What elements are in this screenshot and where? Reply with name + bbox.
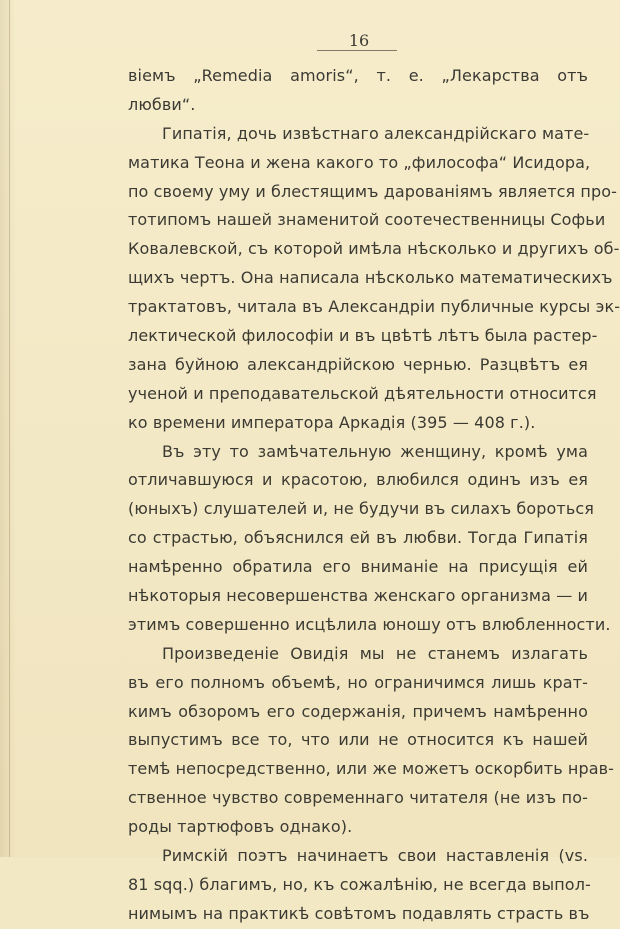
text-line: тотипомъ нашей знаменитой соотечественницы Софьи [128,210,606,230]
text-line: отличавшуюся и красотою, влюбился одинъ изъ ея [128,470,588,490]
text-line: Гипатія, дочь извѣстнаго александрійскаго мате- [162,123,590,143]
body-text [128,62,620,929]
text-line: со страстью, объяснился ей въ любви. Тогда Гипатія [128,528,588,548]
text-line: 81 sqq.) благимъ, но, къ сожалѣнію, не всегда выпол- [128,874,591,894]
page-binding-edge [9,0,10,857]
text-line: Римскій поэтъ начинаетъ свои наставленія (vs. [162,846,588,866]
text-line: лектической философіи и въ цвѣтѣ лѣтъ была растер- [128,326,598,346]
text-line: темѣ непосредственно, или же можетъ оскорбить нрав- [128,759,615,779]
text-line: віемъ „Remedia amoris“, т. е. „Лекарства отъ [128,66,588,85]
text-line: Въ эту то замѣчательную женщину, кромѣ ума [162,441,588,461]
text-line: по своему уму и блестящимъ дарованіямъ является про- [128,181,618,201]
text-line: этимъ совершенно исцѣлила юношу отъ влюбленности. [128,614,611,634]
header-rule [317,50,397,51]
text-line: щихъ чертъ. Она написала нѣсколько математическихъ [128,268,613,288]
text-line: ученой и преподавательской дѣятельности относится [128,383,597,403]
text-line: намѣренно обратила его вниманіе на присущія ей [128,557,588,577]
page-number: 16 [348,31,370,50]
text-line: кимъ обзоромъ его содержанія, причемъ намѣренно [128,701,588,721]
text-line: любви“. [128,94,196,114]
text-line: (юныхъ) слушателей и, не будучи въ силахъ бороться [128,499,595,519]
text-line: Ковалевской, съ которой имѣла нѣсколько и другихъ об- [128,239,620,259]
text-line: нѣкоторыя несовершенства женскаго организма — и [128,586,588,606]
text-line: нимымъ на практикѣ совѣтомъ подавлять страсть въ [128,903,590,923]
text-line: трактатовъ, читала въ Александріи публичные курсы эк- [128,297,620,317]
text-line: ко времени императора Аркадія (395 — 408 г.). [128,412,536,432]
text-line: въ его полномъ объемѣ, но ограничимся лишь крат- [128,672,588,692]
text-line: зана буйною александрійскою чернью. Разцвѣтъ ея [128,354,588,374]
text-line: выпустимъ все то, что или не относится къ нашей [128,730,588,750]
text-line: роды тартюфовъ однако). [128,817,353,837]
text-line: матика Теона и жена какого то „философа“ Исидора, [128,152,591,172]
text-line: ственное чувство современнаго читателя (не изъ по- [128,788,588,808]
page-header [0,30,620,54]
text-line: Произведеніе Овидія мы не станемъ излагать [162,643,588,663]
